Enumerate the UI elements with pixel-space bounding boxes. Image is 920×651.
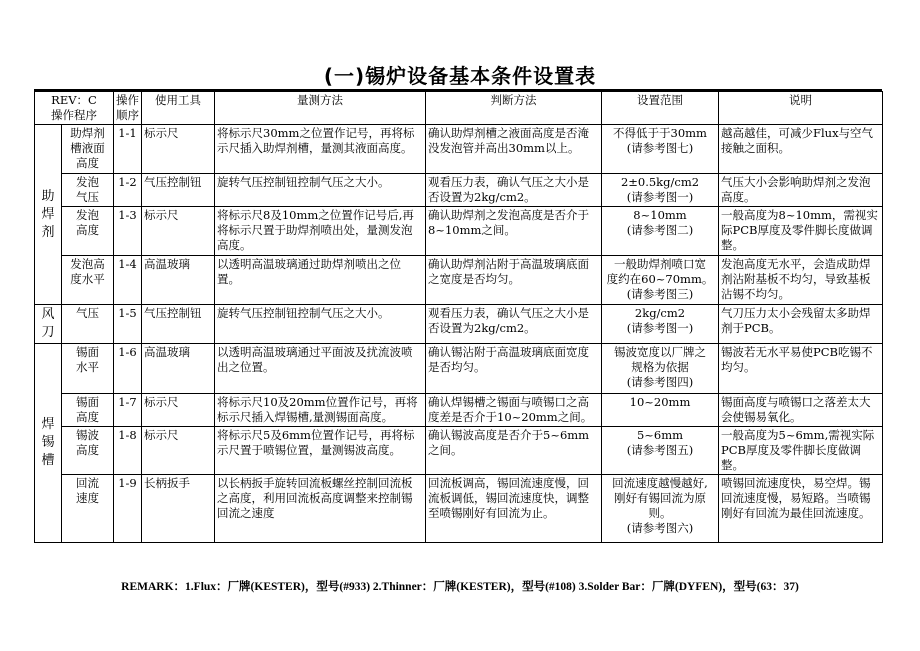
note-text: 喷锡回流速度快，易空焊。锡回流速度慢，易短路。当喷锡刚好有回流为最佳回流速度。 (719, 475, 883, 543)
op-sequence: 1-2 (114, 174, 142, 207)
note-text: 锡面高度与喷锡口之落差太大会使锡易氧化。 (719, 394, 883, 427)
tool-name: 标示尺 (142, 394, 215, 427)
item-name: 发泡高 度水平 (62, 256, 114, 305)
note-text: 气刀压力太小会残留太多助焊剂于PCB。 (719, 305, 883, 344)
tool-name: 高温玻璃 (142, 256, 215, 305)
setting-range: 10~20mm (602, 394, 719, 427)
note-text: 越高越佳，可减少Flux与空气接触之面积。 (719, 125, 883, 174)
item-name: 发泡 气压 (62, 174, 114, 207)
setting-range: 回流速度越慢越好, 刚好有锡回流为原 则。 (请参考图六) (602, 475, 719, 543)
judge-method: 确认助焊剂之发泡高度是否介于8~10mm之间。 (426, 207, 602, 256)
tool-name: 标示尺 (142, 125, 215, 174)
tool-name: 高温玻璃 (142, 344, 215, 394)
tool-name: 长柄扳手 (142, 475, 215, 543)
measure-method: 以长柄扳手旋转回流板螺丝控制回流板之高度，利用回流板高度调整来控制锡回流之速度 (215, 475, 426, 543)
note-text: 一般高度为5~6mm,需视实际PCB厚度及零件脚长度做调整。 (719, 427, 883, 475)
note-text: 发泡高度无水平，会造成助焊剂沾附基板不均匀，导致基板沾锡不均匀。 (719, 256, 883, 305)
tool-name: 标示尺 (142, 427, 215, 475)
table-row (35, 394, 883, 427)
op-sequence: 1-8 (114, 427, 142, 475)
measure-method: 以透明高温玻璃通过助焊剂喷出之位置。 (215, 256, 426, 305)
op-sequence: 1-6 (114, 344, 142, 394)
measure-method: 将标示尺5及6mm位置作记号，再将标示尺置于喷锡位置，量测锡波高度。 (215, 427, 426, 475)
item-name: 锡面 水平 (62, 344, 114, 394)
table-row (35, 125, 883, 174)
op-sequence: 1-4 (114, 256, 142, 305)
judge-method: 确认锡沾附于高温玻璃底面宽度是否均匀。 (426, 344, 602, 394)
header-measure: 量测方法 (215, 92, 426, 125)
header-program (35, 92, 114, 125)
tool-name: 标示尺 (142, 207, 215, 256)
remark: REMARK：1.Flux：厂牌(KESTER)，型号(#933) 2.Thinner：厂牌(KESTER)，型号(#108) 3.Solder Bar：厂牌(DYFEN)，型号(63：37) (121, 581, 799, 593)
judge-method: 确认焊锡槽之锡面与喷锡口之高度差是否介于10~20mm之间。 (426, 394, 602, 427)
table-row (35, 475, 883, 543)
judge-method: 确认助焊剂沾附于高温玻璃底面之宽度是否均匀。 (426, 256, 602, 305)
item-name: 锡面 高度 (62, 394, 114, 427)
item-name: 发泡 高度 (62, 207, 114, 256)
header-note: 说明 (719, 92, 883, 125)
tool-name: 气压控制钮 (142, 174, 215, 207)
setting-range: 一般助焊剂喷口宽 度约在60~70mm。 (请参考图三) (602, 256, 719, 305)
table-row (35, 427, 883, 475)
table-row (35, 256, 883, 305)
page-title: (一)锡炉设备基本条件设置表 (323, 64, 597, 88)
judge-method: 确认锡波高度是否介于5~6mm之间。 (426, 427, 602, 475)
setting-range: 锡波宽度以厂牌之 规格为依据 (请参考图四) (602, 344, 719, 394)
judge-method: 确认助焊剂槽之液面高度是否淹没发泡管并高出30mm以上。 (426, 125, 602, 174)
op-sequence: 1-1 (114, 125, 142, 174)
item-name: 回流 速度 (62, 475, 114, 543)
op-sequence: 1-5 (114, 305, 142, 344)
header-tool: 使用工具 (142, 92, 215, 125)
item-name: 助焊剂 槽液面 高度 (62, 125, 114, 174)
rev-label: REV：C (51, 93, 97, 107)
setting-range: 8~10mm (请参考图二) (602, 207, 719, 256)
header-range: 设置范围 (602, 92, 719, 125)
settings-table (34, 91, 883, 543)
item-name: 气压 (62, 305, 114, 344)
setting-range: 2kg/cm2 (请参考图一) (602, 305, 719, 344)
note-text: 气压大小会影响助焊剂之发泡高度。 (719, 174, 883, 207)
table-header-row (35, 92, 883, 125)
group-label-tank: 焊 锡 槽 (35, 344, 62, 543)
judge-method: 观看压力表，确认气压之大小是否设置为2kg/cm2。 (426, 305, 602, 344)
note-text: 一般高度为8~10mm，需视实际PCB厚度及零件脚长度做调整。 (719, 207, 883, 256)
measure-method: 以透明高温玻璃通过平面波及扰流波喷出之位置。 (215, 344, 426, 394)
tool-name: 气压控制钮 (142, 305, 215, 344)
op-sequence: 1-3 (114, 207, 142, 256)
table-row (35, 305, 883, 344)
table-row (35, 174, 883, 207)
setting-range: 5~6mm (请参考图五) (602, 427, 719, 475)
op-program-label: 操作程序 (51, 108, 97, 122)
op-sequence: 1-9 (114, 475, 142, 543)
note-text: 锡波若无水平易使PCB吃锡不均匀。 (719, 344, 883, 394)
header-judge: 判断方法 (426, 92, 602, 125)
measure-method: 旋转气压控制钮控制气压之大小。 (215, 174, 426, 207)
table-row (35, 207, 883, 256)
measure-method: 将标示尺10及20mm位置作记号，再将标示尺插入焊锡槽,量测锡面高度。 (215, 394, 426, 427)
measure-method: 将标示尺30mm之位置作记号，再将标示尺插入助焊剂槽，量测其液面高度。 (215, 125, 426, 174)
measure-method: 将标示尺8及10mm之位置作记号后,再将标示尺置于助焊剂喷出处，量测发泡高度。 (215, 207, 426, 256)
setting-range: 2±0.5kg/cm2 (请参考图一) (602, 174, 719, 207)
measure-method: 旋转气压控制钮控制气压之大小。 (215, 305, 426, 344)
group-label-flux: 助 焊 剂 (35, 125, 62, 305)
judge-method: 观看压力表，确认气压之大小是否设置为2kg/cm2。 (426, 174, 602, 207)
header-order: 操作 顺序 (114, 92, 142, 125)
op-sequence: 1-7 (114, 394, 142, 427)
table-row (35, 344, 883, 394)
setting-range: 不得低于于30mm (请参考图七) (602, 125, 719, 174)
group-label-knife: 风 刀 (35, 305, 62, 344)
judge-method: 回流板调高，锡回流速度慢，回流板调低，锡回流速度快，调整至喷锡刚好有回流为止。 (426, 475, 602, 543)
item-name: 锡波 高度 (62, 427, 114, 475)
